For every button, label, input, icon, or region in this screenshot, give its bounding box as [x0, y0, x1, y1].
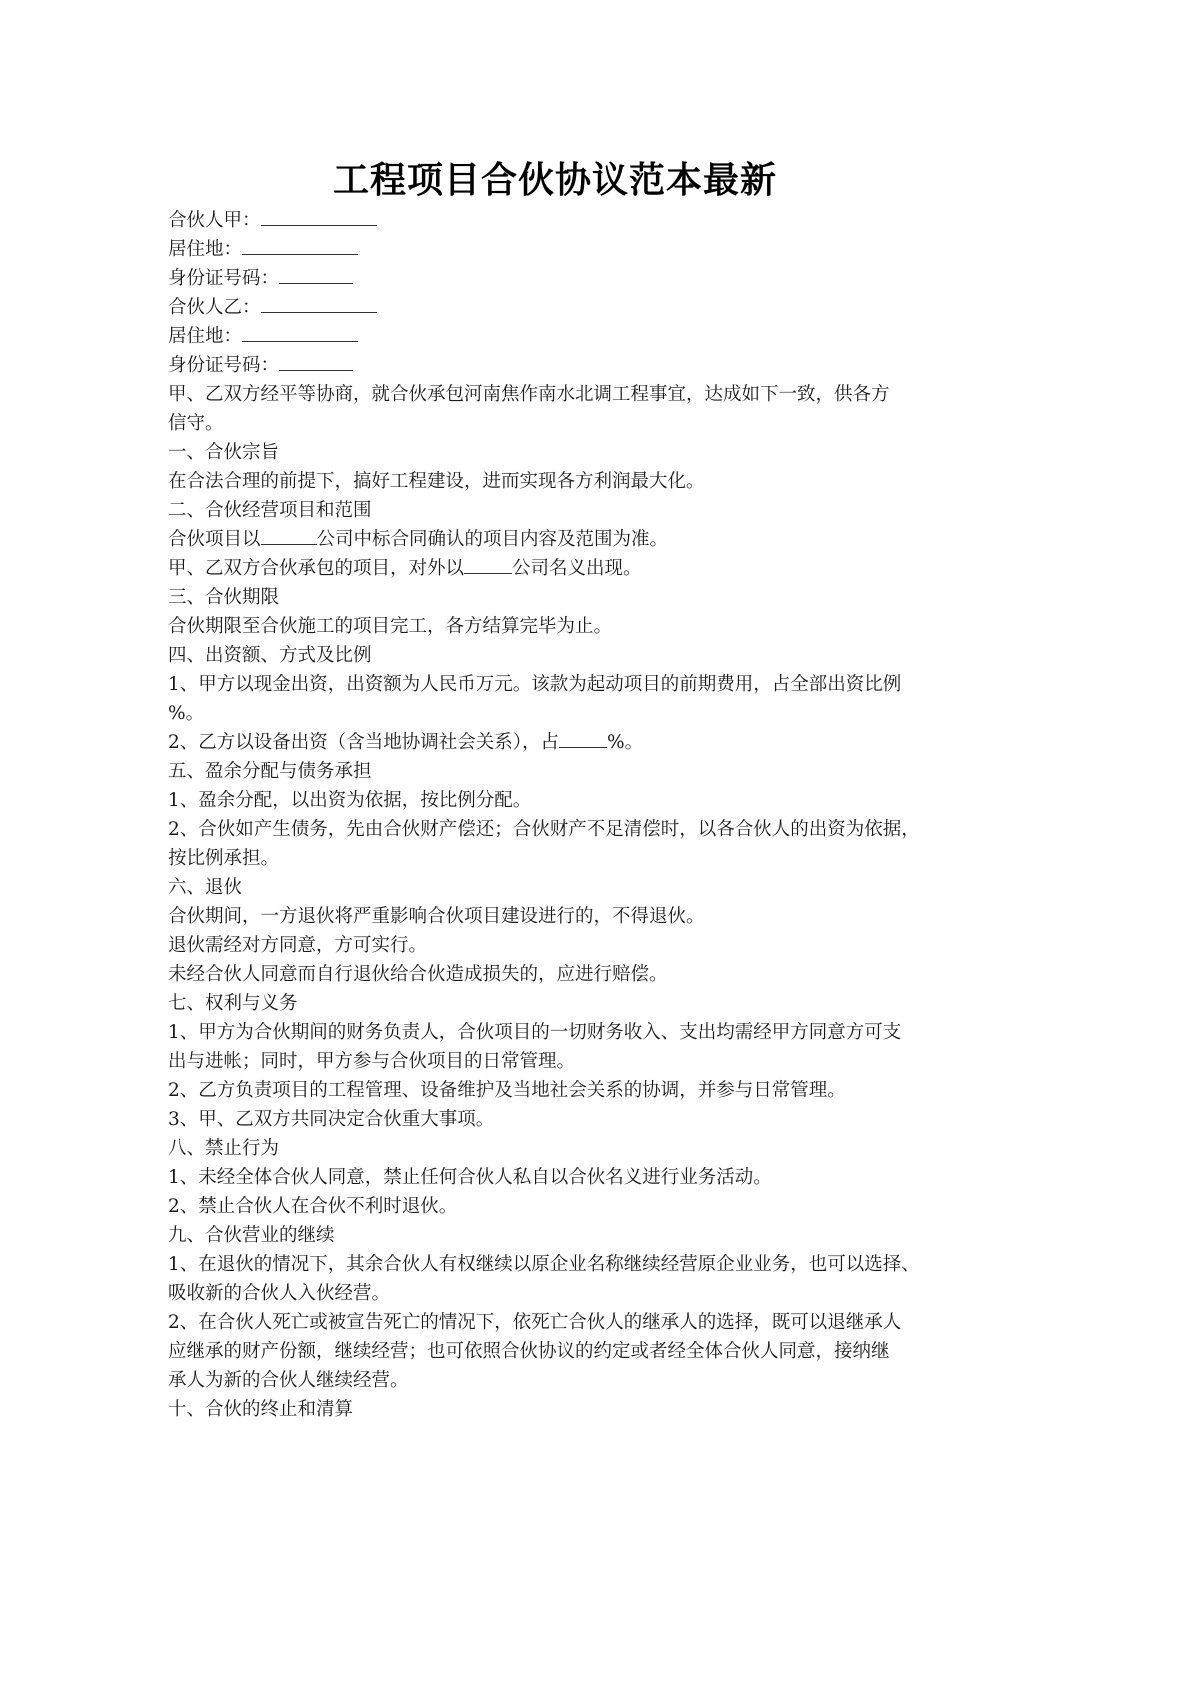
line-text: 吸收新的合伙人入伙经营。 [168, 1283, 391, 1304]
line-text: 身份证号码： [168, 355, 280, 376]
document-line [168, 380, 948, 409]
line-text: 五、盈余分配与债务承担 [168, 761, 372, 782]
line-text: 2、合伙如产生债务，先由合伙财产偿还；合伙财产不足清偿时，以各合伙人的出资为依据， [168, 819, 920, 840]
document-line [168, 438, 948, 467]
document-line [168, 1250, 948, 1279]
document-line [168, 496, 948, 525]
line-text: 信守。 [168, 413, 224, 434]
line-text: 六、退伙 [168, 877, 243, 898]
line-text: 七、权利与义务 [168, 993, 298, 1014]
line-text: 在合法合理的前提下，搞好工程建设，进而实现各方利润最大化。 [168, 471, 705, 492]
line-text: 1、未经全体合伙人同意，禁止任何合伙人私自以合伙名义进行业务活动。 [168, 1167, 772, 1188]
fill-in-blank [242, 325, 358, 342]
line-text: 甲、乙双方经平等协商，就合伙承包河南焦作南水北调工程事宜，达成如下一致，供各方 [168, 384, 890, 405]
document-line [168, 1076, 948, 1105]
fill-in-blank [261, 528, 317, 545]
line-text: 出与进帐；同时，甲方参与合伙项目的日常管理。 [168, 1051, 576, 1072]
document-line [168, 1279, 948, 1308]
line-text: 合伙期限至合伙施工的项目完工，各方结算完毕为止。 [168, 616, 613, 637]
document-line [168, 235, 948, 264]
document-line [168, 554, 948, 583]
line-text: 承人为新的合伙人继续经营。 [168, 1370, 409, 1391]
line-text: 四、出资额、方式及比例 [168, 645, 372, 666]
document-line [168, 583, 948, 612]
document-line [168, 699, 948, 728]
document-line [168, 293, 948, 322]
document-line [168, 1395, 948, 1424]
fill-in-blank [559, 731, 607, 748]
document-line [168, 1337, 948, 1366]
document-line [168, 612, 948, 641]
line-text: 2、禁止合伙人在合伙不利时退伙。 [168, 1196, 458, 1217]
document-line [168, 206, 948, 235]
document-line [168, 960, 948, 989]
line-text: 1、甲方为合伙期间的财务负责人，合伙项目的一切财务收入、支出均需经甲方同意方可支 [168, 1022, 902, 1043]
document-line [168, 1308, 948, 1337]
document-line [168, 409, 948, 438]
line-text: 退伙需经对方同意，方可实行。 [168, 935, 428, 956]
line-text: 十、合伙的终止和清算 [168, 1399, 354, 1420]
line-text: 身份证号码： [168, 268, 280, 289]
document-line [168, 989, 948, 1018]
line-text: 一、合伙宗旨 [168, 442, 280, 463]
line-text: 合伙期间，一方退伙将严重影响合伙项目建设进行的，不得退伙。 [168, 906, 705, 927]
line-text: 合伙人乙： [168, 297, 261, 318]
line-text: 3、甲、乙双方共同决定合伙重大事项。 [168, 1109, 495, 1130]
line-text: 合伙人甲： [168, 210, 261, 231]
line-text: 居住地： [168, 239, 243, 260]
line-text: 2、乙方以设备出资（含当地协调社会关系），占 [168, 732, 560, 753]
document-line [168, 873, 948, 902]
document-line [168, 728, 948, 757]
document-line [168, 815, 948, 844]
document-line [168, 1047, 948, 1076]
line-text: 按比例承担。 [168, 848, 280, 869]
document-line [168, 1163, 948, 1192]
document-line [168, 1366, 948, 1395]
document-title: 工程项目合伙协议范本最新 [332, 160, 777, 201]
document-line [168, 264, 948, 293]
document-line [168, 902, 948, 931]
document-line [168, 757, 948, 786]
line-text: %。 [168, 703, 205, 724]
fill-in-blank [279, 267, 353, 284]
line-text-after-blank: 公司中标合同确认的项目内容及范围为准。 [316, 529, 669, 550]
line-text-after-blank: %。 [607, 732, 644, 753]
line-text: 甲、乙双方合伙承包的项目，对外以 [168, 558, 465, 579]
fill-in-blank [464, 557, 512, 574]
line-text: 居住地： [168, 326, 243, 347]
line-text: 未经合伙人同意而自行退伙给合伙造成损失的，应进行赔偿。 [168, 964, 668, 985]
document-line [168, 670, 948, 699]
line-text: 应继承的财产份额，继续经营；也可依照合伙协议的约定或者经全体合伙人同意，接纳继 [168, 1341, 890, 1362]
document-line [168, 786, 948, 815]
fill-in-blank [261, 209, 377, 226]
document-line [168, 467, 948, 496]
line-text: 1、在退伙的情况下，其余合伙人有权继续以原企业名称继续经营原企业业务，也可以选择、 [168, 1254, 920, 1275]
line-text: 2、乙方负责项目的工程管理、设备维护及当地社会关系的协调，并参与日常管理。 [168, 1080, 846, 1101]
fill-in-blank [242, 238, 358, 255]
document-line [168, 931, 948, 960]
document-line [168, 1134, 948, 1163]
document-line [168, 351, 948, 380]
line-text-after-blank: 公司名义出现。 [512, 558, 642, 579]
document-line [168, 1018, 948, 1047]
fill-in-blank [261, 296, 377, 313]
line-text: 1、甲方以现金出资，出资额为人民币万元。该款为起动项目的前期费用，占全部出资比例 [168, 674, 902, 695]
document-line [168, 322, 948, 351]
document-line [168, 844, 948, 873]
line-text: 八、禁止行为 [168, 1138, 280, 1159]
document-line [168, 525, 948, 554]
document-body [168, 206, 948, 1424]
line-text: 三、合伙期限 [168, 587, 280, 608]
document-line [168, 1221, 948, 1250]
line-text: 二、合伙经营项目和范围 [168, 500, 372, 521]
line-text: 2、在合伙人死亡或被宣告死亡的情况下，依死亡合伙人的继承人的选择，既可以退继承人 [168, 1312, 902, 1333]
line-text: 九、合伙营业的继续 [168, 1225, 335, 1246]
document-line [168, 641, 948, 670]
document-line [168, 1105, 948, 1134]
fill-in-blank [279, 354, 353, 371]
line-text: 1、盈余分配，以出资为依据，按比例分配。 [168, 790, 532, 811]
document-line [168, 1192, 948, 1221]
line-text: 合伙项目以 [168, 529, 261, 550]
